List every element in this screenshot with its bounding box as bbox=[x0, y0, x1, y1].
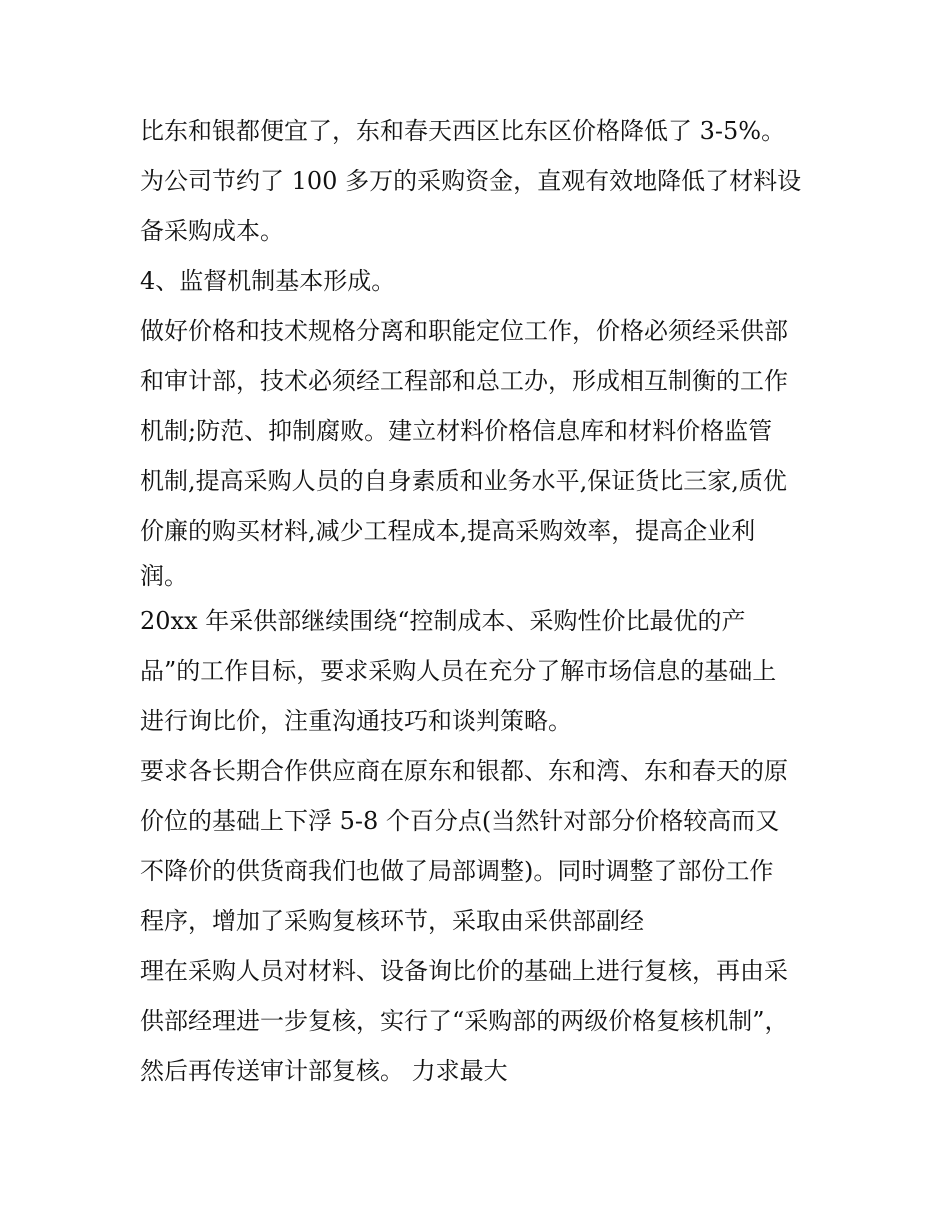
text-line: 供部经理进一步复核，实行了“采购部的两级价格复核机制”， bbox=[140, 1007, 789, 1035]
text-line: 然后再传送审计部复核。 力求最大 bbox=[140, 1057, 508, 1085]
text-line: 程序，增加了采购复核环节，采取由采供部副经 bbox=[140, 907, 644, 935]
text-line: 润。 bbox=[140, 562, 188, 590]
text-line: 为公司节约了 100 多万的采购资金，直观有效地降低了材料设 bbox=[140, 167, 802, 195]
section-heading: 4、监督机制基本形成。 bbox=[140, 267, 396, 295]
text-line: 20xx 年采供部继续围绕“控制成本、采购性价比最优的产 bbox=[140, 607, 746, 635]
text-line: 机制,提高采购人员的自身素质和业务水平,保证货比三家,质优 bbox=[140, 467, 787, 495]
text-line: 价位的基础上下浮 5-8 个百分点(当然针对部分价格较高而又 bbox=[140, 807, 780, 835]
text-line: 机制;防范、抑制腐败。建立材料价格信息库和材料价格监管 bbox=[140, 417, 773, 445]
text-line: 要求各长期合作供应商在原东和银都、东和湾、东和春天的原 bbox=[140, 757, 788, 785]
text-line: 和审计部，技术必须经工程部和总工办，形成相互制衡的工作 bbox=[140, 367, 788, 395]
text-line: 进行询比价，注重沟通技巧和谈判策略。 bbox=[140, 707, 572, 735]
text-line: 做好价格和技术规格分离和职能定位工作，价格必须经采供部 bbox=[140, 317, 788, 345]
text-line: 不降价的供货商我们也做了局部调整)。同时调整了部份工作 bbox=[140, 857, 774, 885]
text-line: 品”的工作目标，要求采购人员在充分了解市场信息的基础上 bbox=[140, 657, 777, 685]
text-line: 比东和银都便宜了，东和春天西区比东区价格降低了 3-5%。 bbox=[140, 117, 786, 145]
text-line: 备采购成本。 bbox=[140, 217, 284, 245]
text-line: 价廉的购买材料,减少工程成本,提高采购效率，提高企业利 bbox=[140, 517, 756, 545]
text-line: 理在采购人员对材料、设备询比价的基础上进行复核，再由采 bbox=[140, 957, 788, 985]
document-body bbox=[140, 106, 830, 1096]
